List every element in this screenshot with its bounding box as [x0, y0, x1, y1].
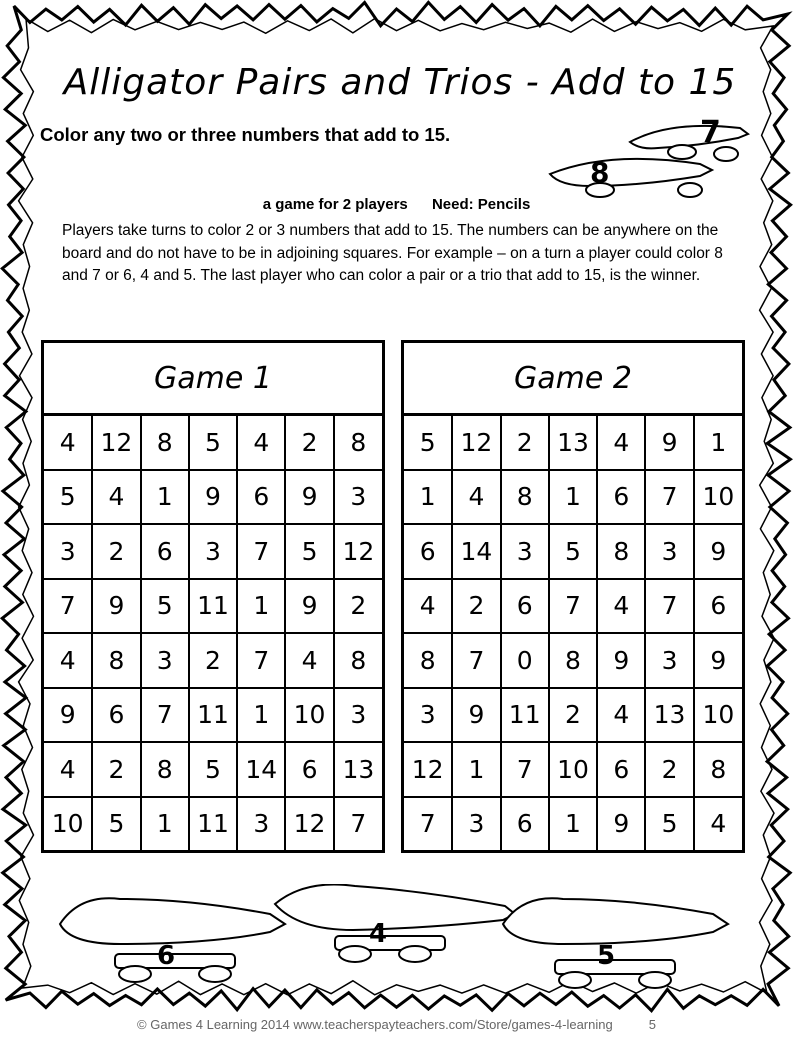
grid-cell[interactable]: 9	[189, 470, 237, 525]
grid-cell[interactable]: 4	[44, 633, 92, 688]
grid-cell[interactable]: 0	[501, 633, 549, 688]
grid-cell[interactable]: 4	[44, 416, 92, 470]
grid-row	[44, 470, 382, 525]
alligator-number: 4	[369, 919, 388, 949]
grid-cell[interactable]: 9	[44, 688, 92, 743]
grid-cell[interactable]: 8	[141, 416, 189, 470]
grid-cell[interactable]: 2	[549, 688, 597, 743]
grid-cell[interactable]: 8	[501, 470, 549, 525]
alligator-illustration-bottom	[55, 884, 775, 1004]
grid-cell[interactable]: 7	[334, 797, 382, 851]
grid-cell[interactable]: 4	[237, 416, 285, 470]
grid-cell[interactable]: 3	[334, 470, 382, 525]
grid-cell[interactable]: 12	[92, 416, 140, 470]
grid-row	[404, 524, 742, 579]
grid-cell[interactable]: 1	[404, 470, 452, 525]
grid-cell[interactable]: 7	[452, 633, 500, 688]
grid-cell[interactable]: 5	[189, 742, 237, 797]
grid-cell[interactable]: 3	[404, 688, 452, 743]
grid-cell[interactable]: 2	[452, 579, 500, 634]
grid-cell[interactable]: 8	[92, 633, 140, 688]
page-title: Alligator Pairs and Trios - Add to 15	[63, 62, 737, 103]
grid-cell[interactable]: 4	[44, 742, 92, 797]
grid-row	[404, 470, 742, 525]
grid-cell[interactable]: 8	[334, 633, 382, 688]
grid-cell[interactable]: 6	[597, 742, 645, 797]
alligator-number: 6	[157, 941, 176, 971]
grid-cell[interactable]: 9	[452, 688, 500, 743]
rules-text: Players take turns to color 2 or 3 numbers that add to 15. The numbers can be anywhere on the board and do not have to be in adjoining squares. For example – on a turn a player could color 8 and 7 or 6, 4 and 5. The last player who can color a pair or a trio that add to 15, is the winner.	[62, 222, 723, 284]
grid-cell[interactable]: 7	[141, 688, 189, 743]
grid-cell[interactable]: 9	[285, 579, 333, 634]
grid-cell[interactable]: 13	[549, 416, 597, 470]
grid-cell[interactable]: 3	[44, 524, 92, 579]
grid-cell[interactable]: 6	[285, 742, 333, 797]
grid-cell[interactable]: 12	[452, 416, 500, 470]
grid-cell[interactable]: 9	[694, 633, 742, 688]
grid-cell[interactable]: 4	[694, 797, 742, 851]
game-board-2	[401, 340, 745, 853]
grid-cell[interactable]: 3	[334, 688, 382, 743]
grid-row	[404, 688, 742, 743]
grid-cell[interactable]: 5	[404, 416, 452, 470]
grid-cell[interactable]: 10	[549, 742, 597, 797]
grid-cell[interactable]: 9	[597, 797, 645, 851]
grid-cell[interactable]: 11	[501, 688, 549, 743]
grid-cell[interactable]: 1	[694, 416, 742, 470]
grid-cell[interactable]: 3	[141, 633, 189, 688]
grid-cell[interactable]: 5	[645, 797, 693, 851]
grid-cell[interactable]: 8	[597, 524, 645, 579]
grid-cell[interactable]: 6	[501, 579, 549, 634]
alligator-number: 5	[597, 941, 616, 971]
grid-cell[interactable]: 6	[237, 470, 285, 525]
grid-cell[interactable]: 7	[404, 797, 452, 851]
grid-cell[interactable]: 14	[237, 742, 285, 797]
grid-cell[interactable]: 1	[452, 742, 500, 797]
grid-cell[interactable]: 7	[549, 579, 597, 634]
grid-cell[interactable]: 9	[645, 416, 693, 470]
grid-row	[404, 579, 742, 634]
grid-row	[44, 688, 382, 743]
grid-row	[404, 742, 742, 797]
alligator-number: 7	[700, 115, 721, 150]
grid-cell[interactable]: 5	[141, 579, 189, 634]
grid-cell[interactable]: 14	[452, 524, 500, 579]
alligator-number: 8	[590, 156, 610, 189]
grid-cell[interactable]: 4	[452, 470, 500, 525]
grid-cell[interactable]: 3	[452, 797, 500, 851]
grid-cell[interactable]: 10	[694, 470, 742, 525]
grid-cell[interactable]: 10	[44, 797, 92, 851]
alligator-illustration-top	[540, 110, 760, 202]
number-grid	[44, 416, 382, 850]
grid-cell[interactable]: 5	[189, 416, 237, 470]
game-board-1	[41, 340, 385, 853]
grid-cell[interactable]: 11	[189, 579, 237, 634]
grid-cell[interactable]: 6	[404, 524, 452, 579]
grid-cell[interactable]: 7	[645, 470, 693, 525]
grid-cell[interactable]: 2	[645, 742, 693, 797]
grid-cell[interactable]: 11	[189, 797, 237, 851]
grid-cell[interactable]: 6	[694, 579, 742, 634]
grid-row	[44, 797, 382, 851]
grid-cell[interactable]: 6	[141, 524, 189, 579]
grid-cell[interactable]: 12	[404, 742, 452, 797]
grid-cell[interactable]: 9	[694, 524, 742, 579]
grid-cell[interactable]: 9	[92, 579, 140, 634]
grid-cell[interactable]: 3	[645, 633, 693, 688]
instruction-heading: Color any two or three numbers that add to 15.	[40, 124, 451, 145]
grid-cell[interactable]: 13	[334, 742, 382, 797]
grid-cell[interactable]: 4	[597, 416, 645, 470]
grid-cell[interactable]: 1	[237, 579, 285, 634]
grid-cell[interactable]: 8	[404, 633, 452, 688]
grid-cell[interactable]: 8	[549, 633, 597, 688]
grid-cell[interactable]: 4	[597, 688, 645, 743]
grid-cell[interactable]: 7	[44, 579, 92, 634]
grid-cell[interactable]: 4	[597, 579, 645, 634]
grid-row	[44, 742, 382, 797]
grid-cell[interactable]: 7	[237, 524, 285, 579]
page-number: 5	[648, 1017, 656, 1032]
grid-cell[interactable]: 1	[237, 688, 285, 743]
grid-cell[interactable]: 1	[141, 470, 189, 525]
grid-cell[interactable]: 2	[92, 742, 140, 797]
grid-cell[interactable]: 8	[334, 416, 382, 470]
grid-cell[interactable]: 5	[549, 524, 597, 579]
grid-cell[interactable]: 4	[92, 470, 140, 525]
grid-cell[interactable]: 2	[285, 416, 333, 470]
grid-cell[interactable]: 1	[549, 797, 597, 851]
page-footer	[0, 1017, 793, 1032]
grid-cell[interactable]: 6	[501, 797, 549, 851]
grid-cell[interactable]: 5	[92, 797, 140, 851]
number-grid	[404, 416, 742, 850]
grid-row	[44, 633, 382, 688]
grid-cell[interactable]: 4	[404, 579, 452, 634]
grid-cell[interactable]: 2	[92, 524, 140, 579]
grid-cell[interactable]: 10	[285, 688, 333, 743]
grid-cell[interactable]: 9	[285, 470, 333, 525]
grid-cell[interactable]: 3	[501, 524, 549, 579]
grid-row	[404, 633, 742, 688]
grid-cell[interactable]: 7	[237, 633, 285, 688]
grid-cell[interactable]: 3	[237, 797, 285, 851]
grid-cell[interactable]: 2	[334, 579, 382, 634]
materials-label: Need: Pencils	[431, 196, 531, 213]
grid-row	[44, 579, 382, 634]
players-label: a game for 2 players	[262, 196, 408, 213]
grid-cell[interactable]: 8	[141, 742, 189, 797]
grid-cell[interactable]: 9	[597, 633, 645, 688]
grid-row	[404, 797, 742, 851]
copyright-text: © Games 4 Learning 2014 www.teacherspayteachers.com/Store/games-4-learning	[137, 1017, 613, 1032]
grid-cell[interactable]: 6	[597, 470, 645, 525]
grid-row	[44, 524, 382, 579]
grid-cell[interactable]: 3	[189, 524, 237, 579]
grid-cell[interactable]: 13	[645, 688, 693, 743]
grid-cell[interactable]: 6	[92, 688, 140, 743]
grid-cell[interactable]: 10	[694, 688, 742, 743]
grid-cell[interactable]: 2	[189, 633, 237, 688]
grid-cell[interactable]: 5	[285, 524, 333, 579]
grid-cell[interactable]: 12	[334, 524, 382, 579]
board-title: Game 2	[404, 343, 742, 416]
grid-row	[404, 416, 742, 470]
grid-cell[interactable]: 5	[44, 470, 92, 525]
grid-row	[44, 416, 382, 470]
grid-cell[interactable]: 7	[501, 742, 549, 797]
grid-cell[interactable]: 4	[285, 633, 333, 688]
grid-cell[interactable]: 12	[285, 797, 333, 851]
grid-cell[interactable]: 11	[189, 688, 237, 743]
grid-cell[interactable]: 7	[645, 579, 693, 634]
grid-cell[interactable]: 8	[694, 742, 742, 797]
grid-cell[interactable]: 3	[645, 524, 693, 579]
grid-cell[interactable]: 1	[549, 470, 597, 525]
grid-cell[interactable]: 2	[501, 416, 549, 470]
board-title: Game 1	[44, 343, 382, 416]
grid-cell[interactable]: 1	[141, 797, 189, 851]
